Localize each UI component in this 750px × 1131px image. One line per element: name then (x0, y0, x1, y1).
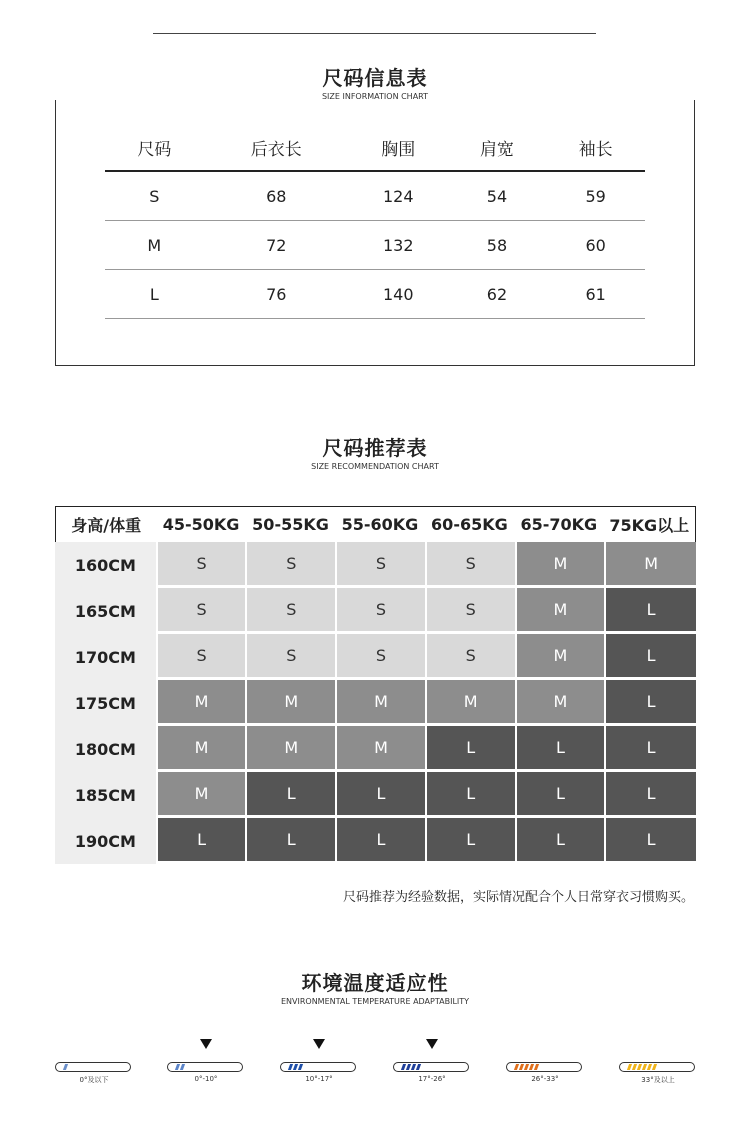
table-cell: 59 (546, 171, 645, 221)
size-rec-cell: L (606, 588, 696, 631)
size-rec-cell: L (427, 818, 515, 861)
size-info-header-row (105, 124, 645, 171)
size-rec-weight-header: 45-50KG (162, 515, 240, 534)
table-cell: 61 (546, 270, 645, 319)
size-info-header-cell: 肩宽 (448, 124, 547, 171)
size-rec-cell: M (517, 588, 605, 631)
size-rec-cell: M (158, 726, 246, 769)
temp-range-item (619, 1062, 697, 1085)
selected-arrow-icon (200, 1039, 212, 1049)
size-rec-cell: M (337, 726, 425, 769)
temp-range-label: 10°-17° (305, 1075, 333, 1083)
size-rec-cell: S (427, 634, 515, 677)
temp-stripe (416, 1064, 421, 1070)
temp-title (0, 971, 750, 1007)
temp-range-item (393, 1062, 471, 1083)
temp-range-bar (55, 1062, 131, 1072)
size-info-table (105, 124, 645, 319)
size-rec-title-cn: 尺码推荐表 (322, 436, 428, 460)
temp-title-cn: 环境温度适应性 (301, 971, 449, 995)
size-rec-height: 160CM (55, 542, 156, 588)
size-rec-cell: S (337, 588, 425, 631)
size-rec-cell: S (247, 634, 335, 677)
table-cell: 62 (448, 270, 547, 319)
table-cell: 140 (349, 270, 448, 319)
size-rec-corner: 身高/体重 (71, 516, 142, 535)
size-info-header-cell: 后衣长 (204, 124, 349, 171)
table-cell: L (105, 270, 204, 319)
size-rec-cell: L (427, 726, 515, 769)
temp-range-stripes (402, 1064, 422, 1070)
temp-title-en: ENVIRONMENTAL TEMPERATURE ADAPTABILITY (280, 997, 470, 1006)
size-rec-cell: M (427, 680, 515, 723)
size-rec-height: 170CM (55, 634, 156, 680)
size-rec-cell: L (606, 634, 696, 677)
table-cell: 68 (204, 171, 349, 221)
selected-arrow-icon (313, 1039, 325, 1049)
size-rec-cell: M (517, 634, 605, 677)
size-rec-cell: L (606, 680, 696, 723)
table-row (55, 772, 696, 818)
temp-stripe (534, 1064, 539, 1070)
temp-range-item (167, 1062, 245, 1083)
size-rec-height: 165CM (55, 588, 156, 634)
temp-range-bar (393, 1062, 469, 1072)
table-row (55, 542, 696, 588)
table-cell: 58 (448, 221, 547, 270)
size-rec-height: 180CM (55, 726, 156, 772)
size-rec-cell: S (158, 588, 246, 631)
size-rec-cell: S (158, 634, 246, 677)
size-rec-cell: S (247, 542, 335, 585)
size-rec-body (55, 542, 696, 864)
temp-stripe (652, 1064, 657, 1070)
size-rec-height: 185CM (55, 772, 156, 818)
size-rec-title (0, 436, 750, 472)
table-cell: S (105, 171, 204, 221)
size-rec-cell: L (247, 818, 335, 861)
size-rec-weight-header: 65-70KG (520, 515, 598, 534)
size-rec-title-en: SIZE RECOMMENDATION CHART (311, 462, 439, 471)
size-rec-cell: L (517, 818, 605, 861)
size-rec-cell: S (337, 634, 425, 677)
size-info-title (0, 66, 750, 102)
size-rec-weight-header: 60-65KG (431, 515, 508, 534)
size-rec-cell: L (517, 726, 605, 769)
temp-range-stripes (628, 1064, 658, 1070)
table-cell: 132 (349, 221, 448, 270)
size-rec-header-row (55, 506, 696, 542)
table-cell: 76 (204, 270, 349, 319)
size-rec-cell: M (247, 680, 335, 723)
size-rec-cell: M (517, 542, 605, 585)
size-rec-cell: M (158, 772, 246, 815)
size-rec-cell: L (247, 772, 335, 815)
size-rec-cell: M (517, 680, 605, 723)
temp-range-stripes (176, 1064, 186, 1070)
size-info-header-cell: 尺码 (105, 124, 204, 171)
size-rec-cell: S (158, 542, 246, 585)
temp-range-bar (167, 1062, 243, 1072)
table-row (105, 221, 645, 270)
temp-range-item (506, 1062, 584, 1083)
size-info-title-cn: 尺码信息表 (322, 66, 428, 90)
temp-range-bar (506, 1062, 582, 1072)
table-row (55, 588, 696, 634)
temp-range-stripes (289, 1064, 304, 1070)
size-rec-table (55, 506, 696, 864)
temp-range-label: 0°及以下 (79, 1076, 109, 1084)
size-info-title-en: SIZE INFORMATION CHART (321, 92, 429, 101)
temp-range-bar (619, 1062, 695, 1072)
table-row (55, 680, 696, 726)
size-rec-cell: S (427, 588, 515, 631)
table-cell: 72 (204, 221, 349, 270)
table-row (105, 171, 645, 221)
size-rec-cell: L (427, 772, 515, 815)
temp-stripe (298, 1064, 303, 1070)
size-rec-note: 尺码推荐为经验数据，实际情况配合个人日常穿衣习惯购买。 (342, 890, 694, 905)
size-rec-cell: L (517, 772, 605, 815)
temp-range-label: 0°-10° (194, 1075, 218, 1083)
table-row (55, 726, 696, 772)
size-rec-cell: M (606, 542, 696, 585)
size-info-body (105, 171, 645, 319)
size-rec-cell: S (337, 542, 425, 585)
size-rec-weight-header: 55-60KG (341, 515, 419, 534)
size-rec-cell: L (337, 818, 425, 861)
size-rec-cell: L (606, 772, 696, 815)
size-rec-cell: L (606, 726, 696, 769)
size-rec-cell: L (606, 818, 696, 861)
temp-range-label: 26°-33° (531, 1075, 559, 1083)
size-rec-weight-header: 50-55KG (252, 515, 329, 534)
size-info-header-cell: 袖长 (546, 124, 645, 171)
selected-arrow-icon (426, 1039, 438, 1049)
table-row (105, 270, 645, 319)
temp-range-bar (280, 1062, 356, 1072)
table-cell: 54 (448, 171, 547, 221)
size-rec-cell: M (247, 726, 335, 769)
table-row (55, 634, 696, 680)
temp-range-stripes (515, 1064, 540, 1070)
temp-range-item (55, 1062, 133, 1085)
size-rec-cell: L (337, 772, 425, 815)
temp-stripe (63, 1064, 68, 1070)
temp-range-item (280, 1062, 358, 1083)
table-cell: M (105, 221, 204, 270)
temp-range-stripes (64, 1064, 69, 1070)
table-cell: 124 (349, 171, 448, 221)
temp-range-label: 17°-26° (418, 1075, 446, 1083)
size-info-header-cell: 胸围 (349, 124, 448, 171)
temp-stripe (180, 1064, 185, 1070)
size-rec-height: 175CM (55, 680, 156, 726)
size-rec-cell: S (427, 542, 515, 585)
temp-range-label: 33°及以上 (641, 1076, 675, 1084)
table-cell: 60 (546, 221, 645, 270)
size-rec-cell: L (158, 818, 246, 861)
size-rec-cell: M (337, 680, 425, 723)
table-row (55, 818, 696, 864)
size-rec-weight-header: 75KG以上 (609, 516, 690, 535)
size-rec-cell: M (158, 680, 246, 723)
top-divider (153, 33, 596, 34)
size-rec-height: 190CM (55, 818, 156, 864)
size-rec-cell: S (247, 588, 335, 631)
